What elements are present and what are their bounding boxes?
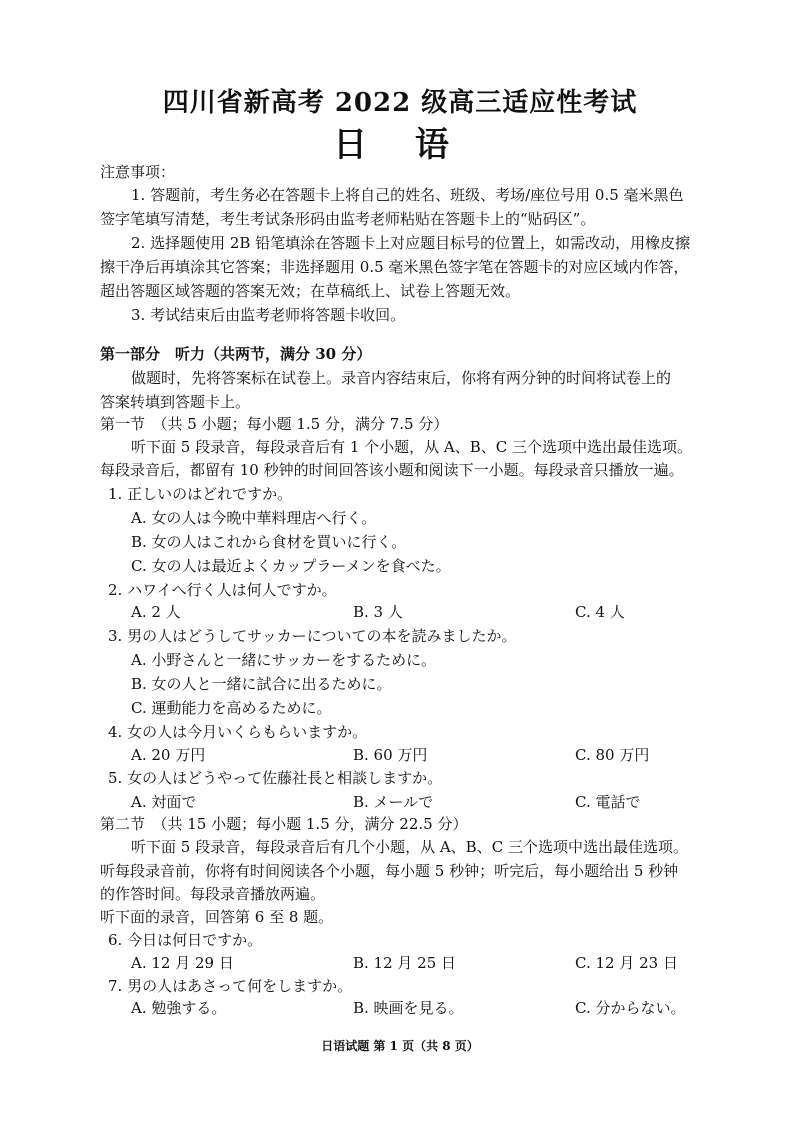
option-a: A. 12 月 29 日	[131, 954, 234, 972]
option-c: C. 分からない。	[575, 999, 686, 1017]
notes-line: 签字笔填写清楚，考生考试条形码由监考老师粘贴在答题卡上的“贴码区”。	[100, 210, 596, 228]
part1-intro: 答案转填到答题卡上。	[100, 393, 251, 411]
option-c: C. 電話で	[575, 793, 641, 811]
part1-intro: 做题时，先将答案标在试卷上。录音内容结束后，你将有两分钟的时间将试卷上的	[131, 369, 672, 387]
section2-instruction: 听下面的录音，回答第 6 至 8 题。	[100, 908, 334, 926]
section1-intro: 每段录音后，都留有 10 秒钟的时间回答该小题和阅读下一小题。每段录音只播放一遍。	[100, 461, 684, 479]
subject-title: 日 语	[333, 125, 467, 165]
notes-line: 2. 选择题使用 2B 铅笔填涂在答题卡上对应题目标号的位置上，如需改动，用橡皮擦	[131, 234, 691, 252]
option-c: C. 運動能力を高めるために。	[131, 699, 332, 717]
question-5: 5. 女の人はどうやって佐藤社長と相談しますか。	[108, 769, 443, 787]
options-row	[131, 953, 691, 973]
option-a: A. 2 人	[131, 603, 181, 621]
option-c: C. 12 月 23 日	[575, 954, 678, 972]
option-a: A. 勉強する。	[131, 999, 227, 1017]
options-row	[131, 792, 691, 812]
exam-title: 四川省新高考 2022 级高三适应性考试	[162, 88, 638, 118]
section1-heading: 第一节 （共 5 小题；每小题 1.5 分，满分 7.5 分）	[100, 415, 449, 433]
option-b: B. 60 万円	[353, 746, 428, 764]
options-row	[131, 602, 691, 622]
notes-line: 超出答题区域答题的答案无效；在草稿纸上、试卷上答题无效。	[100, 282, 521, 300]
option-a: A. 対面で	[131, 793, 197, 811]
question-4: 4. 女の人は今月いくらもらいますか。	[108, 723, 368, 741]
option-a: A. 女の人は今晩中華料理店へ行く。	[131, 509, 377, 527]
options-row	[131, 998, 691, 1018]
notes-heading: 注意事项：	[100, 163, 176, 181]
question-1: 1. 正しいのはどれですか。	[108, 485, 293, 503]
option-b: B. 女の人はこれから食材を買いに行く。	[131, 533, 407, 551]
section2-heading: 第二节 （共 15 小题；每小题 1.5 分，满分 22.5 分）	[100, 815, 468, 833]
option-b: B. 12 月 25 日	[353, 954, 457, 972]
question-2: 2. ハワイへ行く人は何人ですか。	[108, 581, 337, 599]
question-6: 6. 今日は何日ですか。	[108, 931, 263, 949]
section2-intro: 听每段录音前，你将有时间阅读各个小题，每小题 5 秒钟；听完后，每小题给出 5 秒钟	[100, 862, 679, 880]
section2-intro: 的作答时间。每段录音播放两遍。	[100, 885, 326, 903]
notes-line: 1. 答题前，考生务必在答题卡上将自己的姓名、班级、考场/座位号用 0.5 毫米黑色	[131, 186, 684, 204]
question-3: 3. 男の人はどうしてサッカーについての本を読みましたか。	[108, 627, 517, 645]
notes-line: 擦干净后再填涂其它答案；非选择题用 0.5 毫米黑色签字笔在答题卡的对应区域内作答，	[100, 258, 689, 276]
notes-line: 3. 考试结束后由监考老师将答题卡收回。	[131, 306, 406, 324]
option-c: C. 女の人は最近よくカップラーメンを食べた。	[131, 557, 451, 575]
option-a: A. 小野さんと一緒にサッカーをするために。	[131, 651, 437, 669]
option-b: B. 3 人	[353, 603, 403, 621]
question-7: 7. 男の人はあさって何をしますか。	[108, 977, 353, 995]
options-row	[131, 745, 691, 765]
section2-intro: 听下面 5 段录音，每段录音后有几个小题，从 A、B、C 三个选项中选出最佳选项。	[131, 838, 688, 856]
option-b: B. 映画を見る。	[353, 999, 464, 1017]
part1-heading: 第一部分 听力（共两节，满分 30 分）	[100, 345, 372, 363]
option-b: B. 女の人と一緒に試合に出るために。	[131, 675, 392, 693]
section1-intro: 听下面 5 段录音，每段录音后有 1 个小题，从 A、B、C 三个选项中选出最佳选项。	[131, 438, 693, 456]
option-a: A. 20 万円	[131, 746, 206, 764]
page-footer: 日语试题 第 1 页（共 8 页）	[321, 1039, 479, 1053]
option-c: C. 80 万円	[575, 746, 650, 764]
option-c: C. 4 人	[575, 603, 625, 621]
option-b: B. メールで	[353, 793, 434, 811]
